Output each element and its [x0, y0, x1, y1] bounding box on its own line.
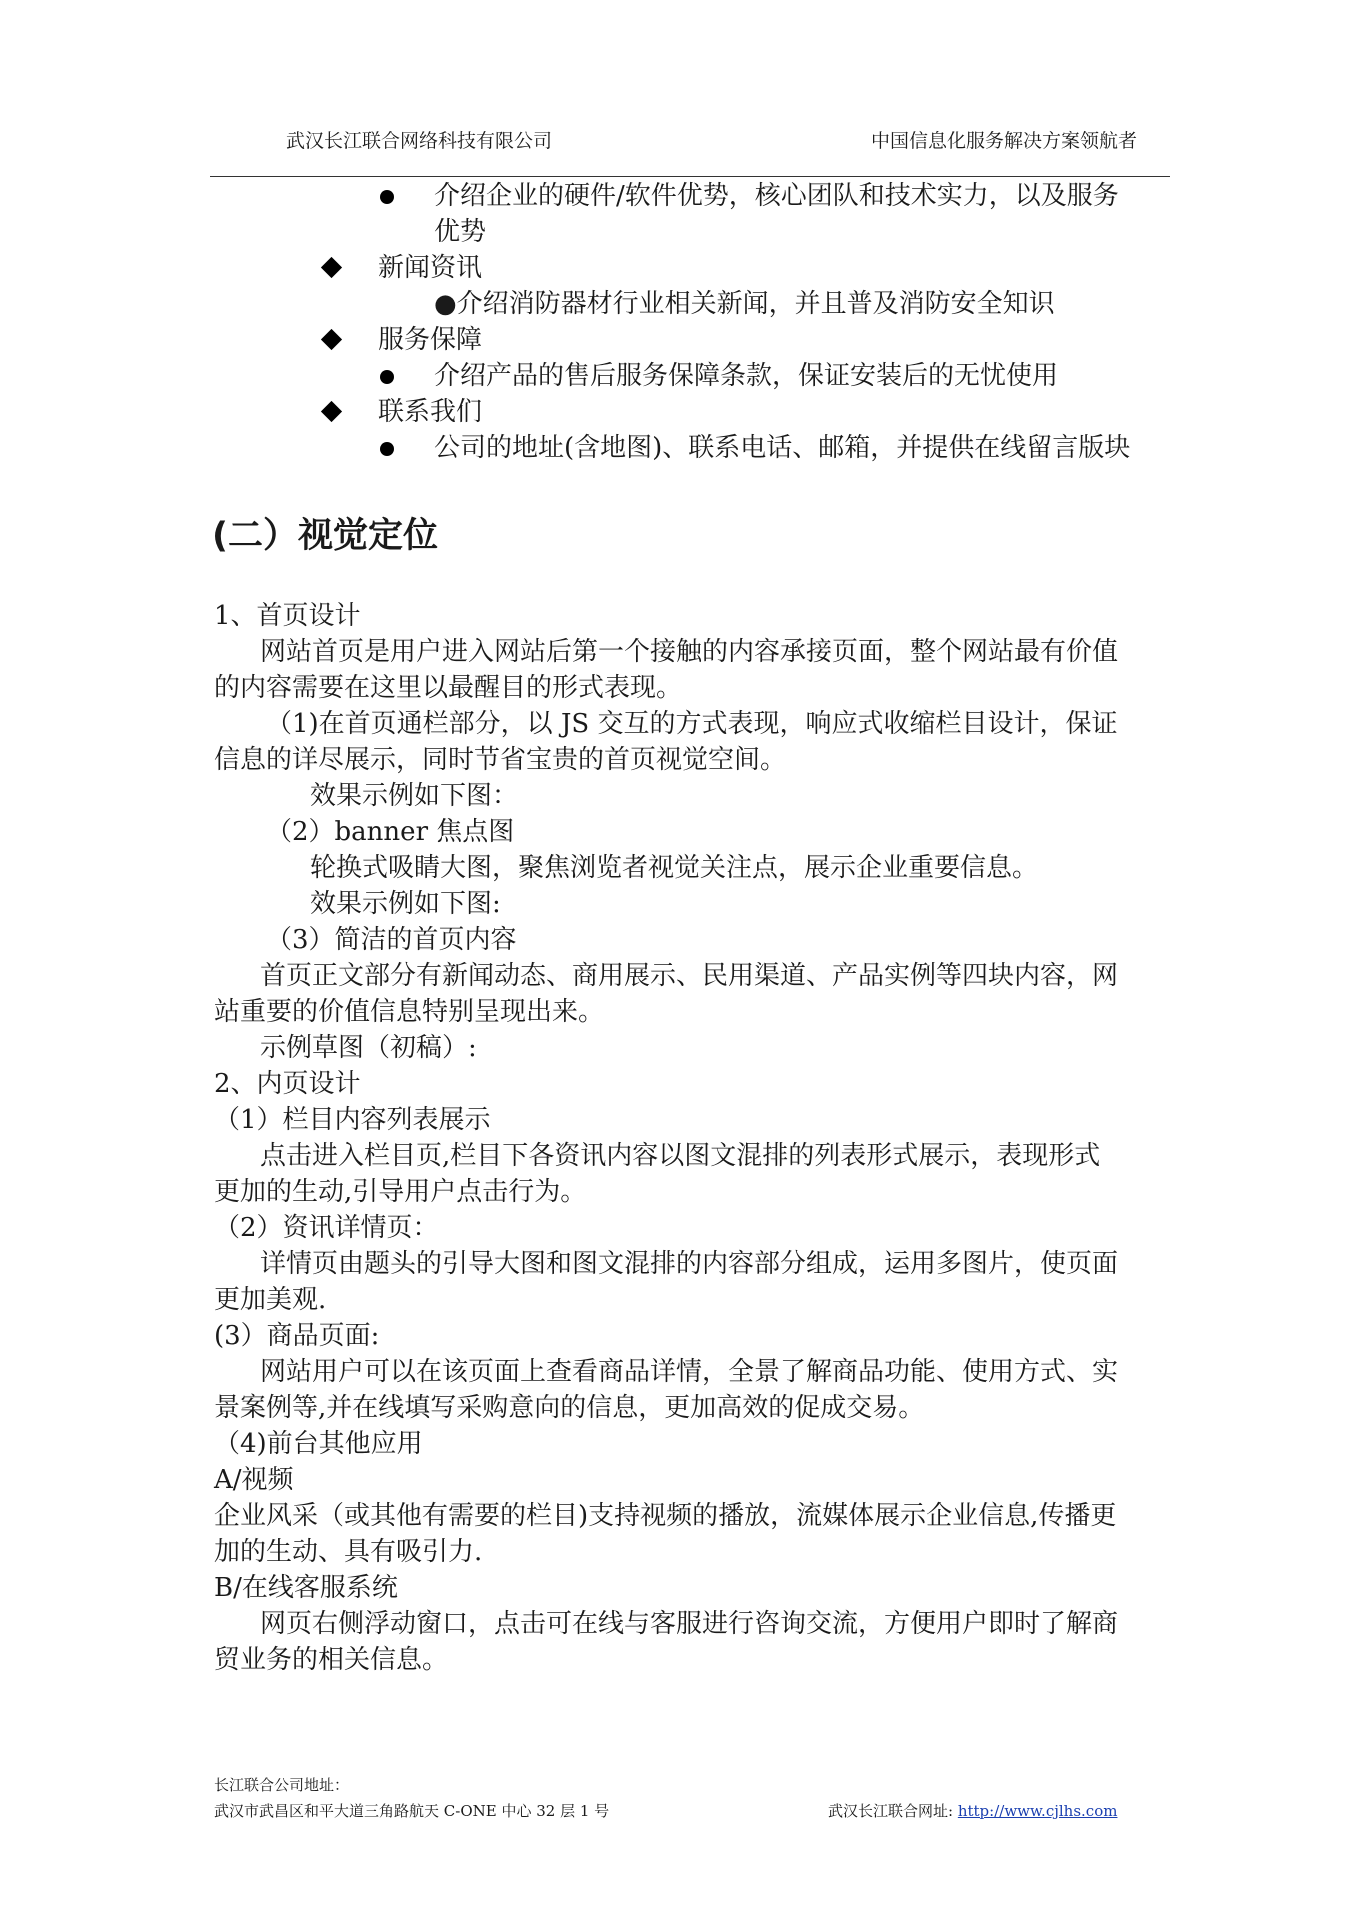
- footer-address-label: 长江联合公司地址：: [214, 1776, 350, 1794]
- body-line: 轮换式吸睛大图，聚焦浏览者视觉关注点，展示企业重要信息。: [310, 853, 1039, 883]
- diamond-bullet-icon: [321, 401, 342, 422]
- body-line: 点击进入栏目页,栏目下各资讯内容以图文混排的列表形式展示，表现形式: [260, 1141, 1101, 1171]
- body-line: 贸业务的相关信息。: [214, 1645, 449, 1675]
- body-line: 加的生动、具有吸引力.: [214, 1537, 483, 1567]
- footer-site-label: 武汉长江联合网址:: [828, 1802, 954, 1820]
- footer-site: [828, 1800, 1117, 1821]
- body-line: 更加美观.: [214, 1285, 327, 1315]
- body-line: B/在线客服系统: [214, 1573, 398, 1603]
- body-line: 网页右侧浮动窗口，点击可在线与客服进行咨询交流，方便用户即时了解商: [260, 1609, 1119, 1639]
- outline-heading-news: 新闻资讯: [378, 253, 483, 283]
- body-line: 示例草图（初稿）:: [260, 1033, 477, 1063]
- footer-site-link[interactable]: http://www.cjlhs.com: [957, 1802, 1118, 1820]
- body-line: （4)前台其他应用: [214, 1429, 423, 1459]
- diamond-bullet-icon: [321, 257, 342, 278]
- list-item: 公司的地址(含地图)、联系电话、邮箱，并提供在线留言版块: [434, 433, 1131, 463]
- list-item: ●介绍消防器材行业相关新闻，并且普及消防安全知识: [434, 289, 1055, 319]
- body-line: (3）商品页面:: [214, 1321, 380, 1351]
- body-line: （3）简洁的首页内容: [266, 925, 517, 955]
- section-title: (二）视觉定位: [212, 516, 438, 556]
- body-line: 网站首页是用户进入网站后第一个接触的内容承接页面，整个网站最有价值: [260, 637, 1119, 667]
- body-line: （1）栏目内容列表展示: [214, 1105, 491, 1135]
- diamond-bullet-icon: [321, 329, 342, 350]
- header-company: 武汉长江联合网络科技有限公司: [286, 130, 553, 152]
- body-line: 详情页由题头的引导大图和图文混排的内容部分组成，运用多图片，使页面: [260, 1249, 1119, 1279]
- body-line: （2）banner 焦点图: [266, 817, 515, 847]
- bullet-dot-icon: [380, 442, 394, 456]
- body-line: 的内容需要在这里以最醒目的形式表现。: [214, 673, 683, 703]
- list-item-continuation: 优势: [434, 217, 487, 247]
- list-item: 介绍企业的硬件/软件优势，核心团队和技术实力，以及服务: [434, 181, 1119, 211]
- body-line: 更加的生动,引导用户点击行为。: [214, 1177, 587, 1207]
- body-line: 1、首页设计: [214, 601, 361, 631]
- body-line: 2、内页设计: [214, 1069, 361, 1099]
- body-line: 效果示例如下图：: [310, 781, 519, 811]
- outline-heading-contact: 联系我们: [378, 397, 483, 427]
- header-divider: [210, 176, 1170, 177]
- body-line: （1)在首页通栏部分，以 JS 交互的方式表现，响应式收缩栏目设计，保证: [266, 709, 1118, 739]
- body-line: 企业风采（或其他有需要的栏目)支持视频的播放，流媒体展示企业信息,传播更: [214, 1501, 1117, 1531]
- bullet-dot-icon: [380, 190, 394, 204]
- body-line: 信息的详尽展示，同时节省宝贵的首页视觉空间。: [214, 745, 787, 775]
- body-line: 首页正文部分有新闻动态、商用展示、民用渠道、产品实例等四块内容，网: [260, 961, 1119, 991]
- body-line: 景案例等,并在线填写采购意向的信息，更加高效的促成交易。: [214, 1393, 925, 1423]
- body-line: 网站用户可以在该页面上查看商品详情，全景了解商品功能、使用方式、实: [260, 1357, 1119, 1387]
- footer-address: 武汉市武昌区和平大道三角路航天 C-ONE 中心 32 层 1 号: [214, 1802, 610, 1820]
- body-line: 站重要的价值信息特别呈现出来。: [214, 997, 605, 1027]
- header-slogan: 中国信息化服务解决方案领航者: [871, 130, 1138, 152]
- bullet-dot-icon: [380, 370, 394, 384]
- outline-heading-service: 服务保障: [378, 325, 483, 355]
- body-line: （2）资讯详情页：: [214, 1213, 439, 1243]
- body-line: 效果示例如下图:: [310, 889, 501, 919]
- body-line: A/视频: [214, 1465, 294, 1495]
- list-item: 介绍产品的售后服务保障条款，保证安装后的无忧使用: [434, 361, 1059, 391]
